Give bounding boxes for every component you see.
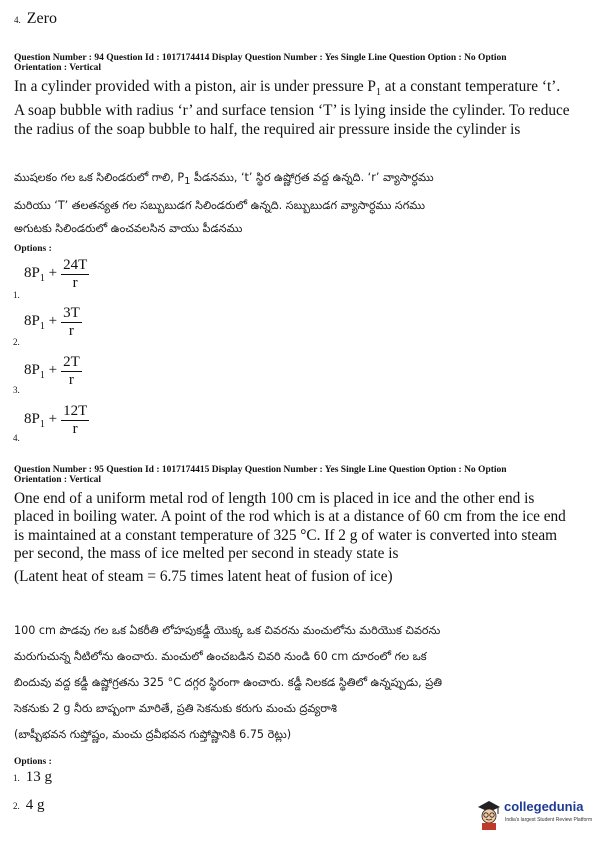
q94-en-line2: A soap bubble with radius ‘r’ and surface tension ‘T’ is lying inside the cylinder. To reduce: [14, 102, 570, 120]
q94-te-line2: మరియు ‘T’ తలతన్యత గల సబ్బుబుడగ సిలిండరులో ఉన్నది. సబ్బుబుడగ వ్యాసార్ధము సగము: [14, 198, 425, 212]
brand-name: collegedunia: [504, 799, 584, 814]
option-fraction: $\frac{3T}{r}$: [63, 305, 80, 339]
q94-te-line3: అగుటకు సిలిండరులో ఉంచవలసిన వాయు పీడనము: [14, 222, 243, 236]
option-text: Zero: [26, 10, 57, 27]
q95-te-line3: బిందువు వద్ద కడ్డీ ఉష్ణోగ్రతను 325 °C దగ్గర స్థిరంగా ఉంచారు. కడ్డీ నిలకడ స్థితిలో ఉన్నప్పుడు, ప్రతి: [14, 676, 442, 689]
q94-header-line1: Question Number : 94 Question Id : 1017174414 Display Question Number : Yes Single Line Question Option : No Option: [14, 53, 507, 63]
collegedunia-logo: [476, 797, 593, 835]
q95-te-line1: 100 cm పొడవు గల ఒక ఏకరీతి లోహపుకడ్డీ యొక్క ఒక చివరను మంచులోను మరియొక చివరను: [14, 624, 441, 637]
q95-header-line1: Question Number : 95 Question Id : 1017174415 Display Question Number : Yes Single Line Question Option : No Option: [14, 465, 507, 475]
option-number: 1.: [13, 773, 20, 783]
option-lhs: $8P_1$ +: [24, 265, 58, 284]
option-fraction: $\frac{12T}{r}$: [63, 403, 88, 437]
q95-te-line4: సెకనుకు 2 g నీరు బాష్పంగా మారితే, ప్రతి సెకనుకు కరుగు మంచు ద్రవ్యరాశి: [14, 702, 337, 715]
option-number: 2.: [13, 337, 20, 347]
option-number: 1.: [13, 290, 20, 300]
option-number: 4.: [13, 433, 20, 443]
q94-te-line1a: ముషలకం గల ఒక సిలిండరులో గాలి, P: [14, 171, 185, 184]
q95-option-1[interactable]: [13, 768, 52, 786]
q94-telugu-text: [14, 166, 589, 241]
q95-en-line3: is maintained at a constant temperature of 325 °C. If 2 g of water is converted into steam: [14, 526, 558, 544]
option-number: 3.: [13, 385, 20, 395]
q94-en-line1a: In a cylinder provided with a piston, air is under pressure P: [14, 78, 376, 95]
option-lhs: $8P_1$ +: [24, 313, 58, 332]
q95-header: [14, 465, 584, 485]
q95-te-line5: (బాష్పీభవన గుప్తోష్ణం, మంచు ద్రవీభవన గుప్తోష్ణానికి 6.75 రెట్లు): [14, 728, 292, 741]
q94-header: [14, 53, 584, 73]
option-lhs: $8P_1$ +: [24, 362, 58, 381]
q94-english-text: [14, 78, 589, 139]
q94-te-line1b: పీడనము, ‘t’ స్థిర ఉష్ణోగ్రత వద్ద ఉన్నది. ‘r’ వ్యాసార్ధము: [190, 171, 434, 184]
q95-en-line1: One end of a uniform metal rod of length 100 cm is placed in ice and the other end is: [14, 490, 535, 507]
option-number: 2.: [13, 801, 20, 811]
q95-en-line2: placed in boiling water. A point of the rod which is at a distance of 60 cm from the ice end: [14, 508, 566, 526]
q95-en-line5: (Latent heat of steam = 6.75 times latent heat of fusion of ice): [14, 567, 393, 585]
brand-tagline: India's largest Student Review Platform: [505, 817, 593, 823]
prev-option-4: [14, 10, 57, 28]
q94-en-sub: 1: [375, 87, 381, 99]
q95-te-line2: మరుగుచున్న నీటిలోను ఉంచారు. మంచులో ఉంచబడిన చివరి నుండి 60 cm దూరంలో గల ఒక: [14, 650, 427, 663]
q94-te-sub: 1: [184, 176, 191, 188]
q94-options-label: Options :: [14, 244, 52, 254]
q95-header-line2: Orientation : Vertical: [14, 475, 102, 485]
q95-english-text: [14, 490, 589, 586]
option-text: 4 g: [25, 797, 45, 813]
option-lhs: $8P_1$ +: [24, 411, 58, 430]
option-text: 13 g: [25, 769, 52, 785]
q95-option-2[interactable]: [13, 796, 45, 814]
option-fraction: $\frac{2T}{r}$: [63, 354, 80, 388]
student-mascot-icon: [476, 799, 502, 831]
q94-header-line2: Orientation : Vertical: [14, 63, 102, 73]
option-number: 4.: [14, 15, 21, 25]
option-fraction: $\frac{24T}{r}$: [63, 257, 88, 291]
q94-en-line1b: at a constant temperature ‘t’.: [380, 78, 561, 95]
q94-en-line3: the radius of the soap bubble to half, the required air pressure inside the cylinder is: [14, 120, 521, 138]
q95-telugu-text: [14, 618, 589, 748]
q95-en-line4: per second, the mass of ice melted per second in steady state is: [14, 545, 399, 563]
q95-options-label: Options :: [14, 757, 52, 767]
